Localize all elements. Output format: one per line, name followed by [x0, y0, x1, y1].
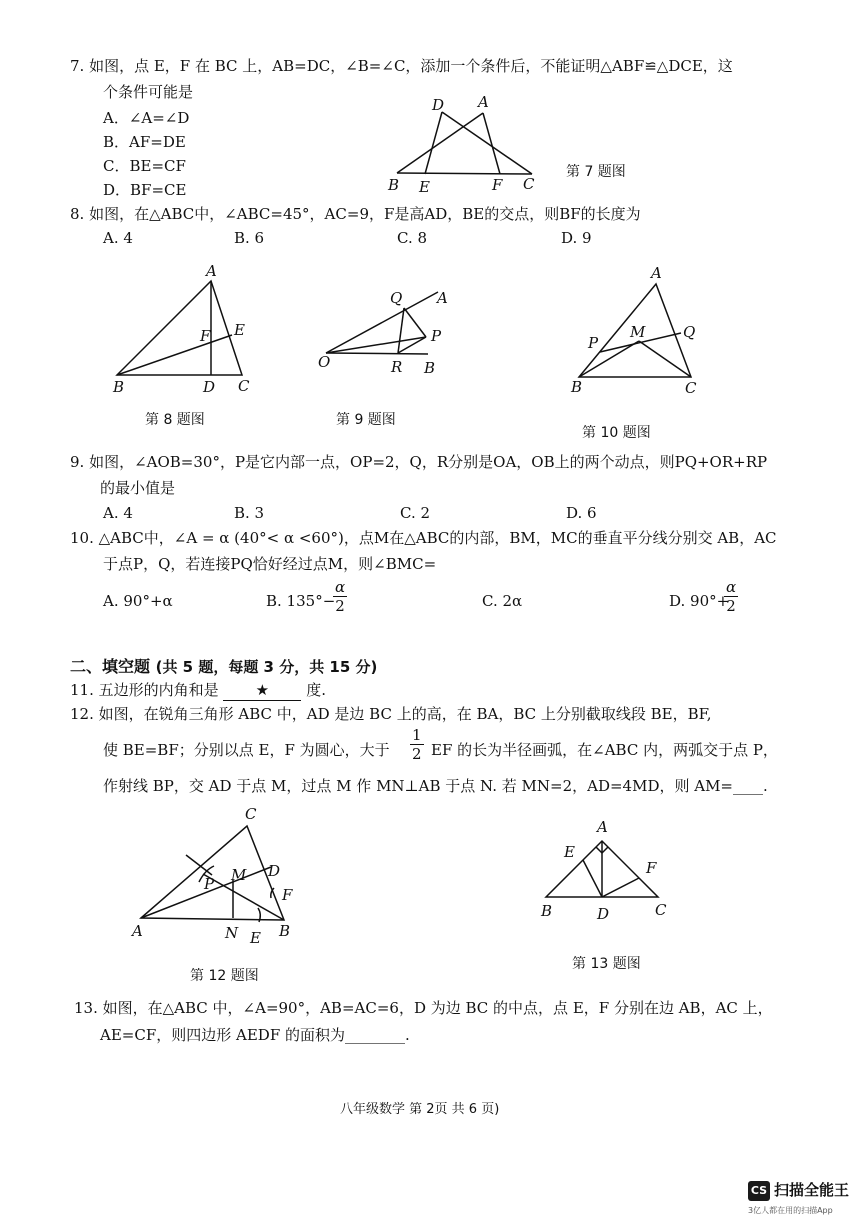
q7-label-f: F [492, 176, 503, 194]
q12-label-m: M [231, 866, 247, 884]
q8-label-f: F [200, 327, 211, 345]
q8-label-b: B [113, 378, 125, 396]
q7-line2: 个条件可能是 [103, 83, 194, 101]
q8-line1: 8. 如图，在△ABC中，∠ABC=45°，AC=9，F是高AD，BE的交点，则BF的长度为 [70, 205, 641, 223]
q7-label-a: A [478, 93, 489, 111]
q13-label-e: E [564, 843, 575, 861]
q9-line2: 的最小值是 [100, 479, 176, 497]
scanner-app-name: 扫描全能王 [774, 1181, 850, 1199]
q12-label-f: F [282, 886, 293, 904]
q8-option-d: D. 9 [561, 229, 592, 247]
q7-label-e: E [419, 178, 430, 196]
q13-label-a: A [597, 818, 608, 836]
q10-option-b-numerator: α [335, 578, 346, 596]
q10-option-d-denominator: 2 [726, 597, 736, 615]
q7-label-c: C [523, 175, 535, 193]
section2-title-text: 二、填空题 [70, 657, 151, 676]
q8-option-c: C. 8 [397, 229, 428, 247]
q9-label-a: A [437, 289, 448, 307]
q11-star: ★ [255, 681, 270, 699]
q13-label-f: F [646, 859, 657, 877]
q12-label-c: C [245, 805, 257, 823]
scanner-logo-icon: CS [748, 1181, 770, 1201]
q8-option-b: B. 6 [234, 229, 265, 247]
q11-text-pre: 11. 五边形的内角和是 [70, 681, 219, 699]
q12-label-b: B [279, 922, 291, 940]
q9-label-b: B [424, 359, 436, 377]
q9-option-a: A. 4 [103, 504, 133, 522]
q10-label-a: A [651, 264, 662, 282]
q10-line1: 10. △ABC中，∠A = α (40°< α <60°)，点M在△ABC的内部，BM，MC的垂直平分线分别交 AB，AC [70, 529, 777, 547]
q13-caption: 第 13 题图 [572, 956, 641, 972]
q12-line2-post: EF 的长为半径画弧，在∠ABC 内，两弧交于点 P， [431, 741, 778, 759]
q9-line1: 9. 如图，∠AOB=30°，P是它内部一点，OP=2，Q，R分别是OA，OB上的两个动点，则PQ+OR+RP [70, 453, 768, 471]
q13-label-b: B [541, 902, 553, 920]
q12-label-n: N [225, 924, 239, 942]
scanner-tagline: 3亿人都在用的扫描App [748, 1206, 833, 1215]
q13-label-d: D [597, 905, 610, 923]
q10-label-b: B [571, 378, 583, 396]
q10-label-p: P [588, 334, 599, 352]
q10-label-q: Q [683, 323, 696, 341]
q13-line1: 13. 如图，在△ABC 中，∠A=90°，AB=AC=6，D 为边 BC 的中点，点 E，F 分别在边 AB，AC 上， [74, 999, 773, 1017]
q10-label-c: C [685, 379, 697, 397]
section2-note: (共 5 题，每题 3 分，共 15 分) [155, 658, 378, 676]
q10-label-m: M [630, 323, 646, 341]
q12-line2-pre: 使 BE=BF；分别以点 E，F 为圆心，大于 [103, 741, 390, 759]
q12-fraction [410, 726, 424, 763]
q12-caption: 第 12 题图 [190, 968, 259, 984]
q7-option-a: A．∠A=∠D [103, 109, 190, 127]
page-footer: 八年级数学 第 2页 共 6 页) [340, 1102, 500, 1117]
q10-option-b-denominator: 2 [335, 597, 345, 615]
q8-label-a: A [206, 262, 217, 280]
q9-label-p: P [431, 327, 442, 345]
q12-line3: 作射线 BP，交 AD 于点 M，过点 M 作 MN⊥AB 于点 N. 若 MN=2，AD=4MD，则 AM=____. [103, 777, 768, 795]
q10-option-d-numerator: α [726, 578, 737, 596]
q12-line1: 12. 如图，在锐角三角形 ABC 中，AD 是边 BC 上的高，在 BA，BC 上分别截取线段 BE，BF, [70, 705, 712, 723]
q8-caption: 第 8 题图 [145, 412, 205, 428]
q10-option-c: C. 2α [482, 592, 523, 610]
q9-caption: 第 9 题图 [336, 412, 396, 428]
q7-option-c: C．BE=CF [103, 157, 186, 175]
q9-option-b: B. 3 [234, 504, 265, 522]
scanner-watermark [748, 1177, 853, 1219]
q9-option-c: C. 2 [400, 504, 431, 522]
q11-text [70, 680, 326, 701]
q13-line2: AE=CF，则四边形 AEDF 的面积为________. [100, 1026, 410, 1044]
q10-option-d: D. 90°+ [669, 592, 730, 610]
q10-option-a: A. 90°+α [103, 592, 173, 610]
section2-title [70, 654, 377, 677]
q12-label-d: D [268, 862, 281, 880]
q10-line2: 于点P，Q，若连接PQ恰好经过点M，则∠BMC= [103, 555, 437, 573]
q12-label-e: E [250, 929, 261, 947]
q12-fraction-numerator: 1 [412, 726, 422, 744]
q9-label-q: Q [390, 289, 403, 307]
q7-option-b: B．AF=DE [103, 133, 186, 151]
q8-label-e: E [234, 321, 245, 339]
q7-option-d: D．BF=CE [103, 181, 187, 199]
q7-line1: 7. 如图，点 E，F 在 BC 上，AB=DC，∠B=∠C，添加一个条件后，不能证明△ABF≌△DCE，这 [70, 57, 733, 75]
q11-text-post: 度. [306, 681, 326, 699]
q10-option-b-fraction [333, 578, 347, 615]
q8-option-a: A. 4 [103, 229, 133, 247]
q12-label-a: A [132, 922, 143, 940]
q11-answer-blank [223, 680, 301, 701]
q12-label-p: P [204, 875, 215, 893]
q10-caption: 第 10 题图 [582, 425, 651, 441]
q7-caption: 第 7 题图 [566, 164, 626, 180]
q8-label-c: C [238, 377, 250, 395]
q10-option-d-fraction [724, 578, 738, 615]
q9-option-d: D. 6 [566, 504, 597, 522]
q9-label-r: R [391, 358, 403, 376]
q7-label-b: B [388, 176, 400, 194]
q12-fraction-denominator: 2 [412, 745, 422, 763]
q13-label-c: C [655, 901, 667, 919]
q8-label-d: D [203, 378, 216, 396]
q9-label-o: O [318, 353, 331, 371]
q7-label-d: D [432, 96, 445, 114]
q10-option-b: B. 135°− [266, 592, 336, 610]
